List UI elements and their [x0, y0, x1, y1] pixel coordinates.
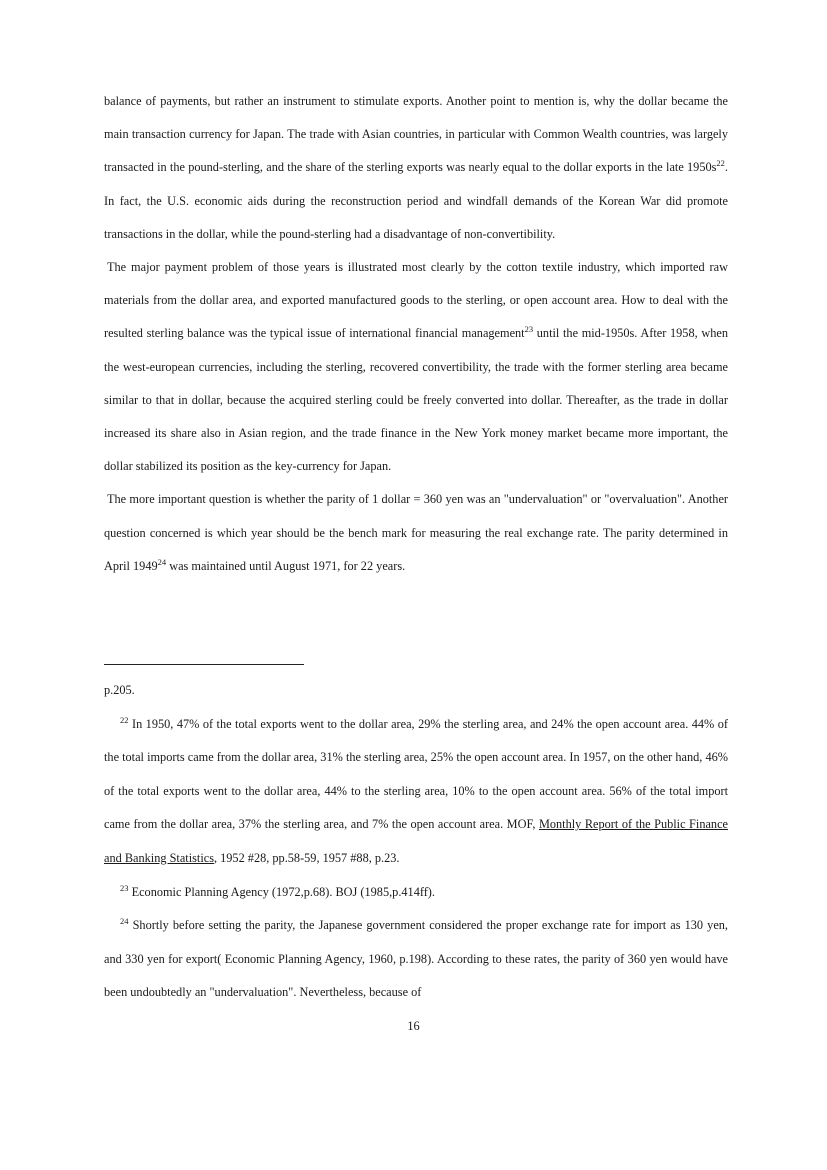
footnote-number: 23	[120, 882, 129, 893]
footnote-number: 22	[120, 714, 129, 725]
footnote-ref-22[interactable]: 22	[716, 158, 725, 169]
footnote-carryover: p.205.	[104, 683, 135, 697]
footnote-ref-23[interactable]: 23	[524, 324, 534, 335]
footnote-ref-24[interactable]: 24	[157, 556, 167, 567]
paragraph-3: The more important question is whether the parity of 1 dollar = 360 yen was an "undervaluation" or "overvaluation". Another question concerned is which year should be the bench mark for measuring the real exchange rate. The parity determined in April 1949$^{24}$ was maintained until August 1971, for 22 years.	[104, 492, 728, 573]
page-number: 16	[407, 1019, 420, 1033]
body-text	[104, 85, 728, 583]
footnote-22: $^{22}$ In 1950, 47% of the total exports went to the dollar area, 29% the sterling area, and 24% the open account area. 44% of the total imports came from the dollar area, 31% the sterling area, 25% the open account area. In 1957, on the other hand, 46% of the total exports went to the dollar area, 44% to the sterling area, 10% to the open account area. 56% of the total import came from the dollar area, 37% the sterling area, and 7% the open account area. MOF, Monthly Report of the Public Finance and Banking Statistics, 1952 #28, pp.58-59, 1957 #88, p.23.	[104, 714, 728, 865]
footnote-separator	[104, 664, 304, 665]
footnote-number: 24	[120, 916, 129, 927]
footnote-23: $^{23}$ Economic Planning Agency (1972,p.68). BOJ (1985,p.414ff).	[120, 882, 435, 899]
source-title: Monthly Report of the Public Finance and Banking Statistics	[104, 817, 728, 865]
footnotes	[104, 674, 728, 1010]
footnote-24: $^{24}$ Shortly before setting the parity, the Japanese government considered the proper exchange rate for import as 130 yen, and 330 yen for export( Economic Planning Agency, 1960, p.198). According to these rates, the parity of 360 yen would have been undoubtedly an "undervaluation". Nevertheless, because of	[104, 916, 728, 1000]
paragraph-1: balance of payments, but rather an instrument to stimulate exports. Another point to mention is, why the dollar became the main transaction currency for Japan. The trade with Asian countries, in particular with Common Wealth countries, was largely transacted in the pound-sterling, and the share of the sterling exports was nearly equal to the dollar exports in the late $1950s^{22}$. In fact, the U.S. economic aids during the reconstruction period and windfall demands of the Korean War did promote transactions in the dollar, while the pound-sterling had a disadvantage of non-convertibility.	[104, 94, 728, 241]
paragraph-2: The major payment problem of those years is illustrated most clearly by the cotton textile industry, which imported raw materials from the dollar area, and exported manufactured goods to the sterling, or open account area. How to deal with the resulted sterling balance was the typical issue of international financial management$^{23}$ until the mid-1950s. After 1958, when the west-european currencies, including the sterling, recovered convertibility, the trade with the former sterling area became similar to that in dollar, because the acquired sterling could be freely converted into dollar. Thereafter, as the trade in dollar increased its share also in Asian region, and the trade finance in the New York money market became more important, the dollar stabilized its position as the key-currency for Japan.	[104, 260, 728, 474]
